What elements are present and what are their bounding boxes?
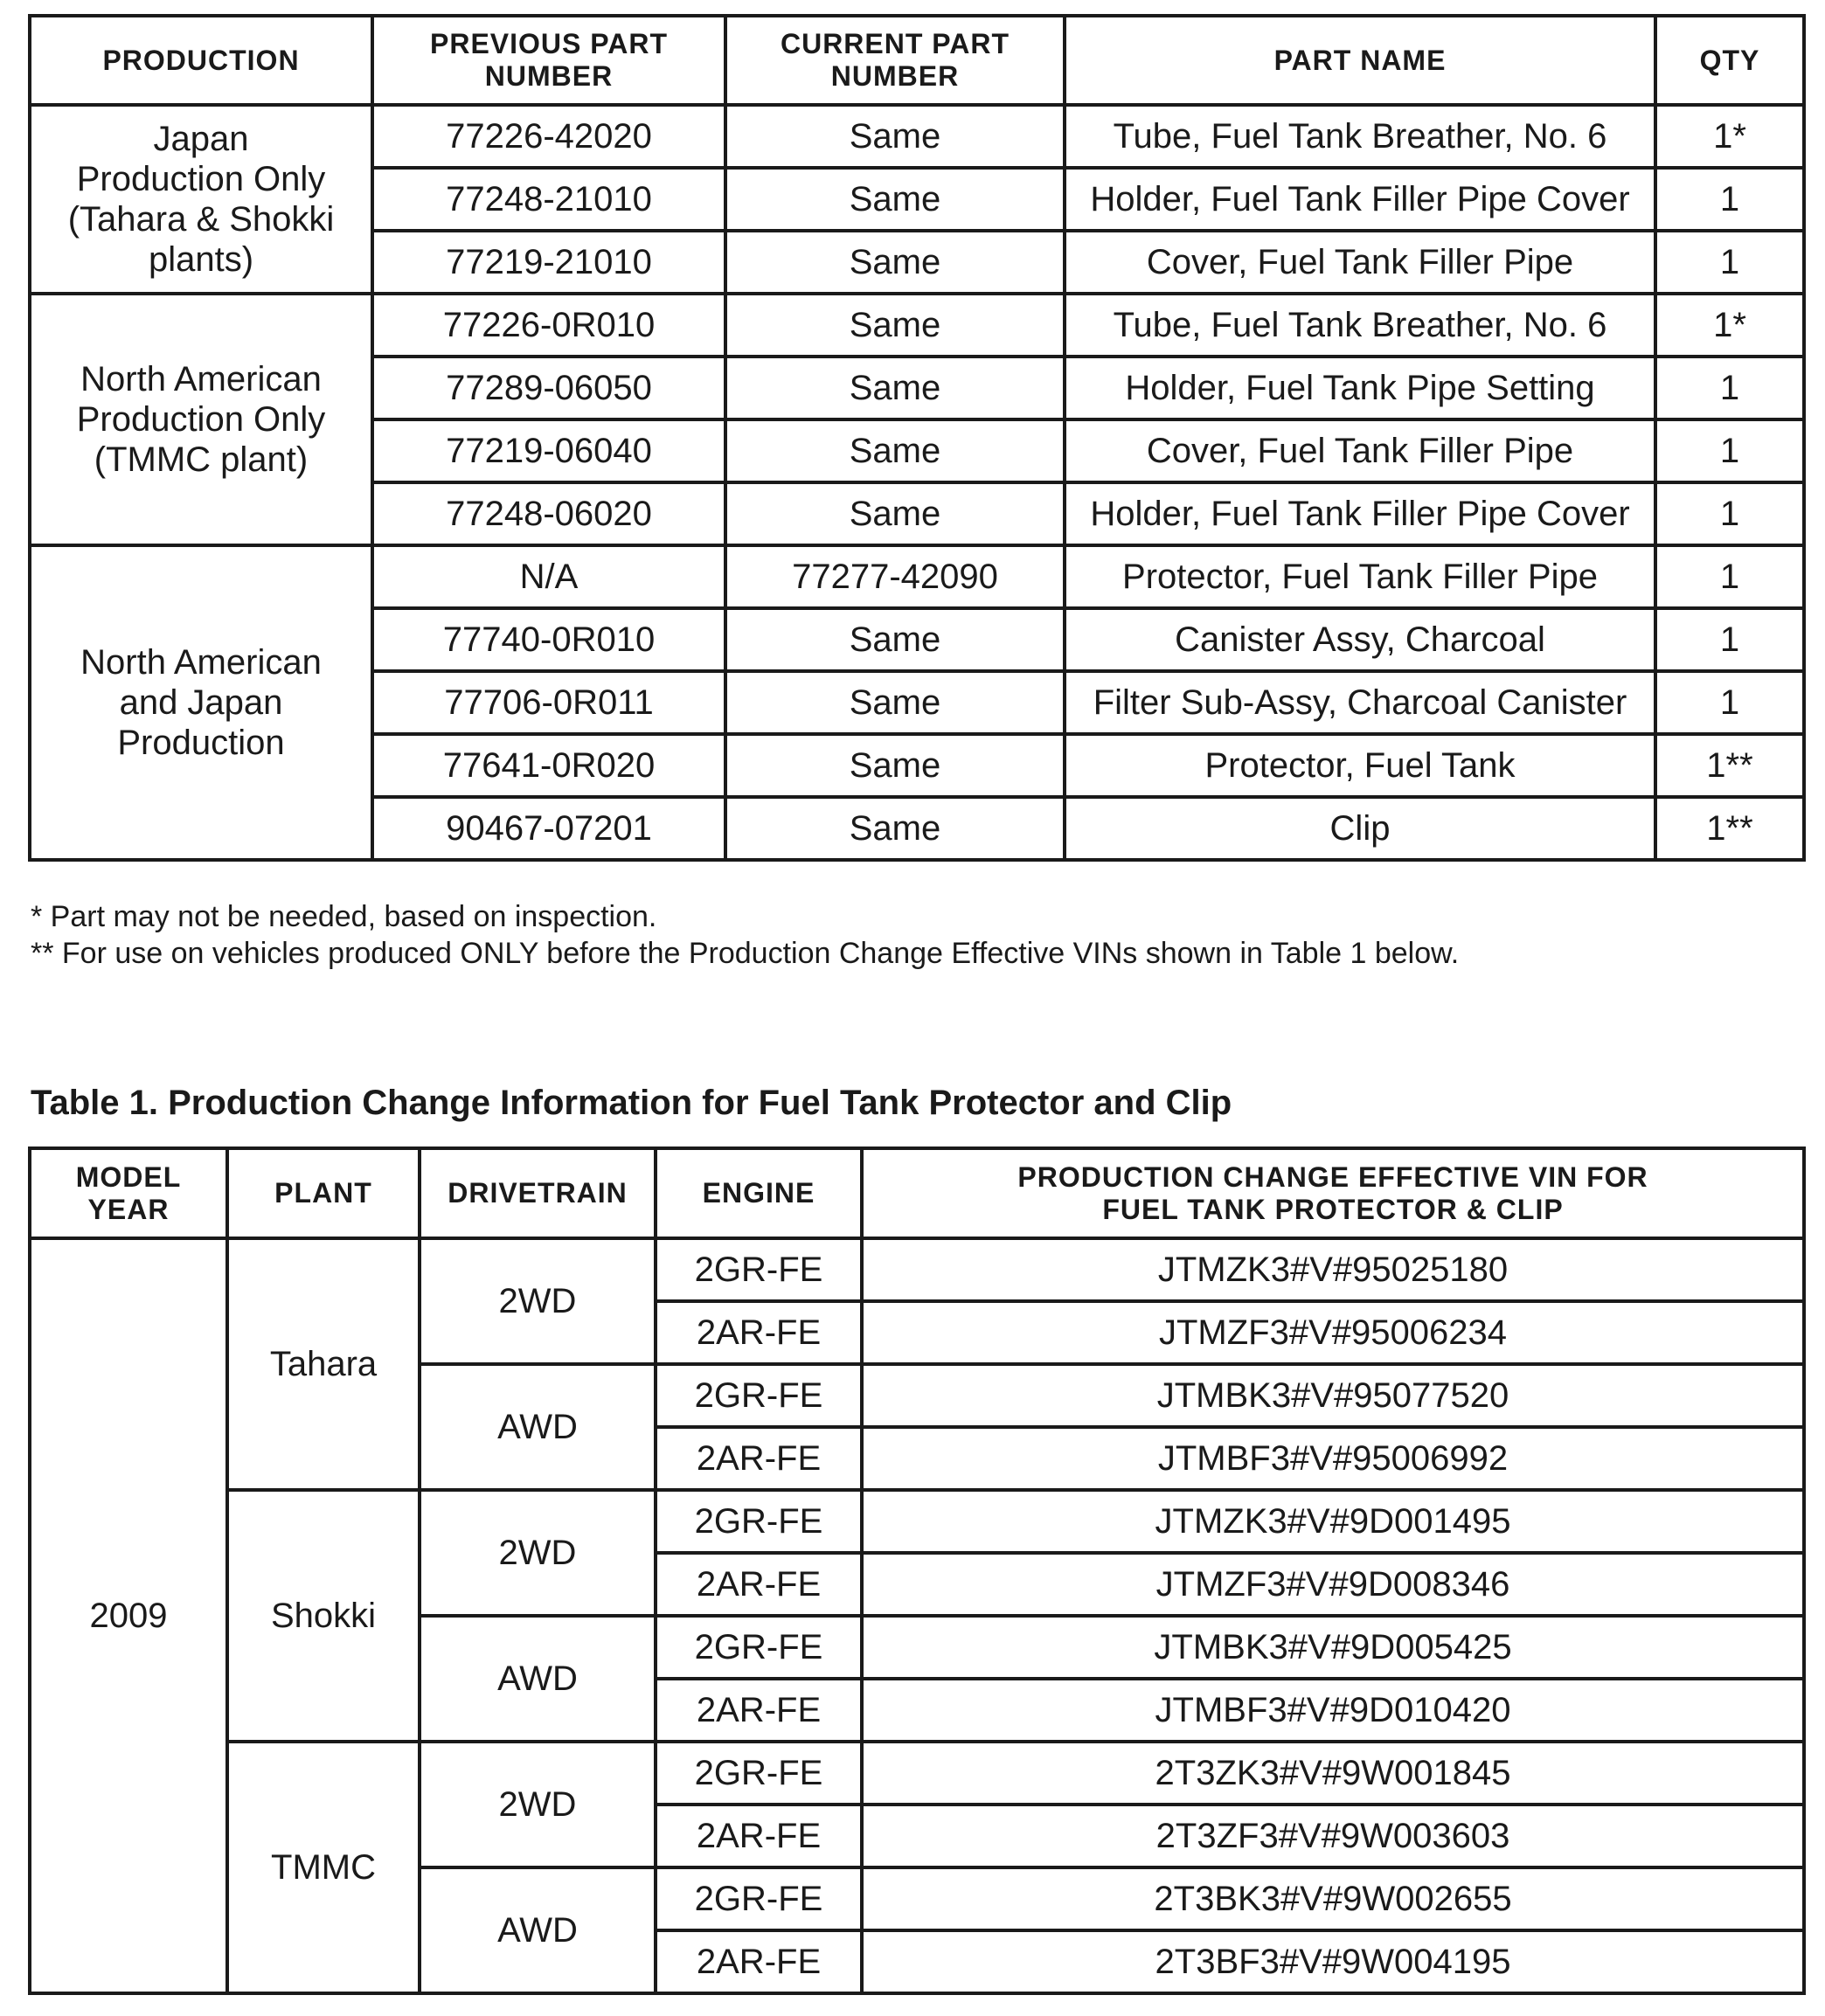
header-vin: PRODUCTION CHANGE EFFECTIVE VIN FOR FUEL TANK PROTECTOR & CLIP [862,1148,1804,1238]
qty: 1 [1655,545,1804,608]
header-part-name: PART NAME [1065,16,1655,105]
part-name: Tube, Fuel Tank Breather, No. 6 [1065,294,1655,357]
engine-cell: 2GR-FE [656,1616,862,1679]
qty: 1 [1655,168,1804,231]
qty: 1 [1655,671,1804,734]
part-name: Holder, Fuel Tank Filler Pipe Cover [1065,168,1655,231]
previous-part-number: 77219-21010 [372,231,725,294]
header-engine: ENGINE [656,1148,862,1238]
engine-cell: 2GR-FE [656,1238,862,1301]
drivetrain-cell: AWD [420,1616,656,1742]
previous-part-number: 77248-21010 [372,168,725,231]
vin-cell: 2T3ZF3#V#9W003603 [862,1805,1804,1867]
header-previous-part-number: PREVIOUS PART NUMBER [372,16,725,105]
part-name: Cover, Fuel Tank Filler Pipe [1065,419,1655,482]
vin-header-row [30,1148,1804,1238]
previous-part-number: 77289-06050 [372,357,725,419]
production-group-north-american-and-japan: North American and Japan Production [30,545,372,860]
plant-cell: Tahara [227,1238,420,1490]
qty: 1* [1655,105,1804,168]
table-row [30,105,1804,168]
engine-cell: 2GR-FE [656,1867,862,1930]
footnote-single-asterisk: * Part may not be needed, based on inspection. [31,900,657,933]
previous-part-number: 77226-0R010 [372,294,725,357]
production-group-japan: Japan Production Only (Tahara & Shokki plants) [30,105,372,294]
footnotes [31,898,1459,972]
current-part-number: Same [725,608,1065,671]
drivetrain-cell: 2WD [420,1742,656,1867]
qty: 1** [1655,734,1804,797]
current-part-number: Same [725,294,1065,357]
footnote-double-asterisk: ** For use on vehicles produced ONLY before the Production Change Effective VINs shown in Table 1 below. [31,937,1460,970]
vin-cell: JTMBK3#V#95077520 [862,1364,1804,1427]
current-part-number: Same [725,419,1065,482]
header-current-part-number: CURRENT PART NUMBER [725,16,1065,105]
current-part-number: 77277-42090 [725,545,1065,608]
qty: 1 [1655,357,1804,419]
part-name: Canister Assy, Charcoal [1065,608,1655,671]
engine-cell: 2AR-FE [656,1553,862,1616]
qty: 1 [1655,608,1804,671]
previous-part-number: 77219-06040 [372,419,725,482]
header-drivetrain: DRIVETRAIN [420,1148,656,1238]
previous-part-number: 77740-0R010 [372,608,725,671]
engine-cell: 2AR-FE [656,1930,862,1993]
current-part-number: Same [725,231,1065,294]
previous-part-number: N/A [372,545,725,608]
engine-cell: 2AR-FE [656,1805,862,1867]
part-name: Cover, Fuel Tank Filler Pipe [1065,231,1655,294]
part-name: Clip [1065,797,1655,860]
previous-part-number: 77706-0R011 [372,671,725,734]
engine-cell: 2GR-FE [656,1742,862,1805]
table-row [30,294,1804,357]
current-part-number: Same [725,671,1065,734]
vin-cell: JTMZF3#V#9D008346 [862,1553,1804,1616]
current-part-number: Same [725,734,1065,797]
drivetrain-cell: AWD [420,1867,656,1993]
vin-cell: 2T3ZK3#V#9W001845 [862,1742,1804,1805]
current-part-number: Same [725,105,1065,168]
table-row [30,1490,1804,1553]
vin-cell: JTMZK3#V#9D001495 [862,1490,1804,1553]
production-group-north-american: North American Production Only (TMMC plant) [30,294,372,545]
previous-part-number: 90467-07201 [372,797,725,860]
plant-cell: Shokki [227,1490,420,1742]
vin-cell: JTMBF3#V#9D010420 [862,1679,1804,1742]
model-year-cell: 2009 [30,1238,227,1993]
previous-part-number: 77226-42020 [372,105,725,168]
part-name: Protector, Fuel Tank Filler Pipe [1065,545,1655,608]
qty: 1 [1655,482,1804,545]
part-name: Holder, Fuel Tank Pipe Setting [1065,357,1655,419]
parts-header-row [30,16,1804,105]
qty: 1** [1655,797,1804,860]
vin-cell: JTMZK3#V#95025180 [862,1238,1804,1301]
header-qty: QTY [1655,16,1804,105]
parts-table [28,14,1806,862]
current-part-number: Same [725,482,1065,545]
header-plant: PLANT [227,1148,420,1238]
qty: 1 [1655,419,1804,482]
vin-cell: 2T3BK3#V#9W002655 [862,1867,1804,1930]
plant-cell: TMMC [227,1742,420,1993]
current-part-number: Same [725,357,1065,419]
part-name: Protector, Fuel Tank [1065,734,1655,797]
engine-cell: 2GR-FE [656,1364,862,1427]
table1-caption: Table 1. Production Change Information for Fuel Tank Protector and Clip [31,1084,1232,1122]
previous-part-number: 77641-0R020 [372,734,725,797]
table-row [30,1742,1804,1805]
vin-cell: JTMBF3#V#95006992 [862,1427,1804,1490]
engine-cell: 2AR-FE [656,1679,862,1742]
header-model-year: MODEL YEAR [30,1148,227,1238]
header-production: PRODUCTION [30,16,372,105]
qty: 1 [1655,231,1804,294]
engine-cell: 2AR-FE [656,1427,862,1490]
engine-cell: 2AR-FE [656,1301,862,1364]
vin-cell: 2T3BF3#V#9W004195 [862,1930,1804,1993]
current-part-number: Same [725,168,1065,231]
vin-cell: JTMZF3#V#95006234 [862,1301,1804,1364]
table-row [30,1238,1804,1301]
vin-cell: JTMBK3#V#9D005425 [862,1616,1804,1679]
part-name: Tube, Fuel Tank Breather, No. 6 [1065,105,1655,168]
part-name: Filter Sub-Assy, Charcoal Canister [1065,671,1655,734]
qty: 1* [1655,294,1804,357]
drivetrain-cell: AWD [420,1364,656,1490]
table-row [30,545,1804,608]
current-part-number: Same [725,797,1065,860]
drivetrain-cell: 2WD [420,1238,656,1364]
engine-cell: 2GR-FE [656,1490,862,1553]
previous-part-number: 77248-06020 [372,482,725,545]
drivetrain-cell: 2WD [420,1490,656,1616]
part-name: Holder, Fuel Tank Filler Pipe Cover [1065,482,1655,545]
vin-table [28,1147,1806,1995]
